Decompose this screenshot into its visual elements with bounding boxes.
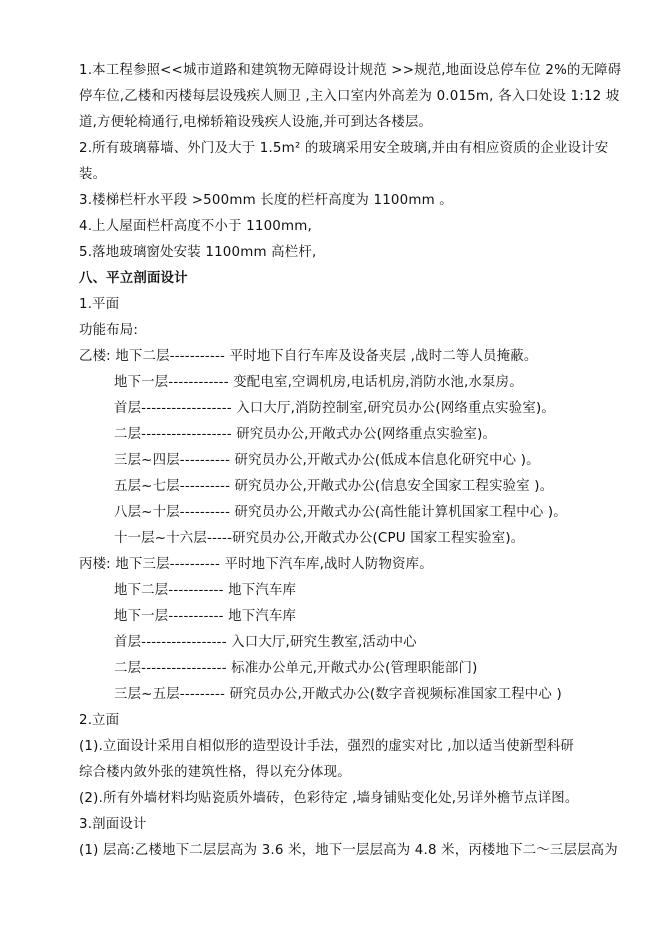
building-c-floor: 丙楼: 地下三层---------- 平时地下汽车库,战时人防物资库。 xyxy=(79,557,433,572)
section-design-title: 3.剖面设计 xyxy=(79,817,147,832)
safety-item-1-line-2: 停车位,乙楼和丙楼每层设残疾人厕卫 ,主入口室内外高差为 0.015m, 各入口处设 1:12 坡 xyxy=(79,89,620,104)
section-item-1: (1) 层高:乙楼地下二层层高为 3.6 米，地下一层层高为 4.8 米，丙楼地下二～三层层高为 xyxy=(79,843,618,858)
building-c-floor: 地下二层----------- 地下汽车库 xyxy=(114,583,297,598)
building-b-floor: 十一层~十六层-----研究员办公,开敞式办公(CPU 国家工程实验室)。 xyxy=(114,531,525,546)
safety-item-5: 5.落地玻璃窗处安装 1100mm 高栏杆, xyxy=(79,245,317,260)
elevation-title: 2.立面 xyxy=(79,713,120,728)
building-b-floor: 首层------------------ 入口大厅,消防控制室,研究员办公(网络重点实验室)。 xyxy=(114,401,555,416)
safety-item-3: 3.楼梯栏杆水平段 >500mm 长度的栏杆高度为 1100mm 。 xyxy=(79,193,453,208)
building-b-floor: 五层~七层---------- 研究员办公,开敞式办公(信息安全国家工程实验室 )。 xyxy=(114,479,554,494)
safety-item-1-line-3: 道,方便轮椅通行,电梯轿箱设残疾人设施,并可到达各楼层。 xyxy=(79,115,433,130)
safety-item-1-line-1: 1.本工程参照<<城市道路和建筑物无障碍设计规范 >>规范,地面设总停车位 2%的无障碍 xyxy=(79,63,622,78)
building-c-floor: 地下一层----------- 地下汽车库 xyxy=(114,609,297,624)
elevation-item-1-line-2: 综合楼内敛外张的建筑性格，得以充分体现。 xyxy=(79,765,351,780)
building-c-floor: 三层~五层--------- 研究员办公,开敞式办公(数字音视频标准国家工程中心 ) xyxy=(114,687,562,702)
building-b-floor: 二层------------------ 研究员办公,开敞式办公(网络重点实验室)。 xyxy=(114,427,497,442)
function-layout-label: 功能布局: xyxy=(79,323,139,338)
building-c-floor: 二层----------------- 标准办公单元,开敞式办公(管理职能部门) xyxy=(114,661,478,676)
safety-item-2-line-1: 2.所有玻璃幕墙、外门及大于 1.5m² 的玻璃采用安全玻璃,并由有相应资质的企业设计安 xyxy=(79,141,609,156)
elevation-item-2: (2).所有外墙材料均贴瓷质外墙砖，色彩待定 ,墙身铺贴变化处,另详外檐节点详图。 xyxy=(79,791,579,806)
elevation-item-1-line-1: (1).立面设计采用自相似形的造型设计手法，强烈的虚实对比 ,加以适当使新型科研 xyxy=(79,739,575,754)
building-b-floor: 地下一层------------ 变配电室,空调机房,电话机房,消防水池,水泵房。 xyxy=(114,375,523,390)
safety-item-2-line-2: 装。 xyxy=(79,167,107,182)
building-b-floor: 乙楼: 地下二层----------- 平时地下自行车库及设备夹层 ,战时二等人员掩蔽。 xyxy=(79,349,538,364)
safety-item-4: 4.上人屋面栏杆高度不小于 1100mm, xyxy=(79,219,312,234)
plan-title: 1.平面 xyxy=(79,297,120,312)
building-b-floor: 三层~四层---------- 研究员办公,开敞式办公(低成本信息化研究中心 )。 xyxy=(114,453,540,468)
building-b-floor: 八层~十层---------- 研究员办公,开敞式办公(高性能计算机国家工程中心 )。 xyxy=(114,505,567,520)
building-c-floor: 首层----------------- 入口大厅,研究生教室,活动中心 xyxy=(114,635,417,650)
section-heading: 八、平立剖面设计 xyxy=(79,271,188,286)
